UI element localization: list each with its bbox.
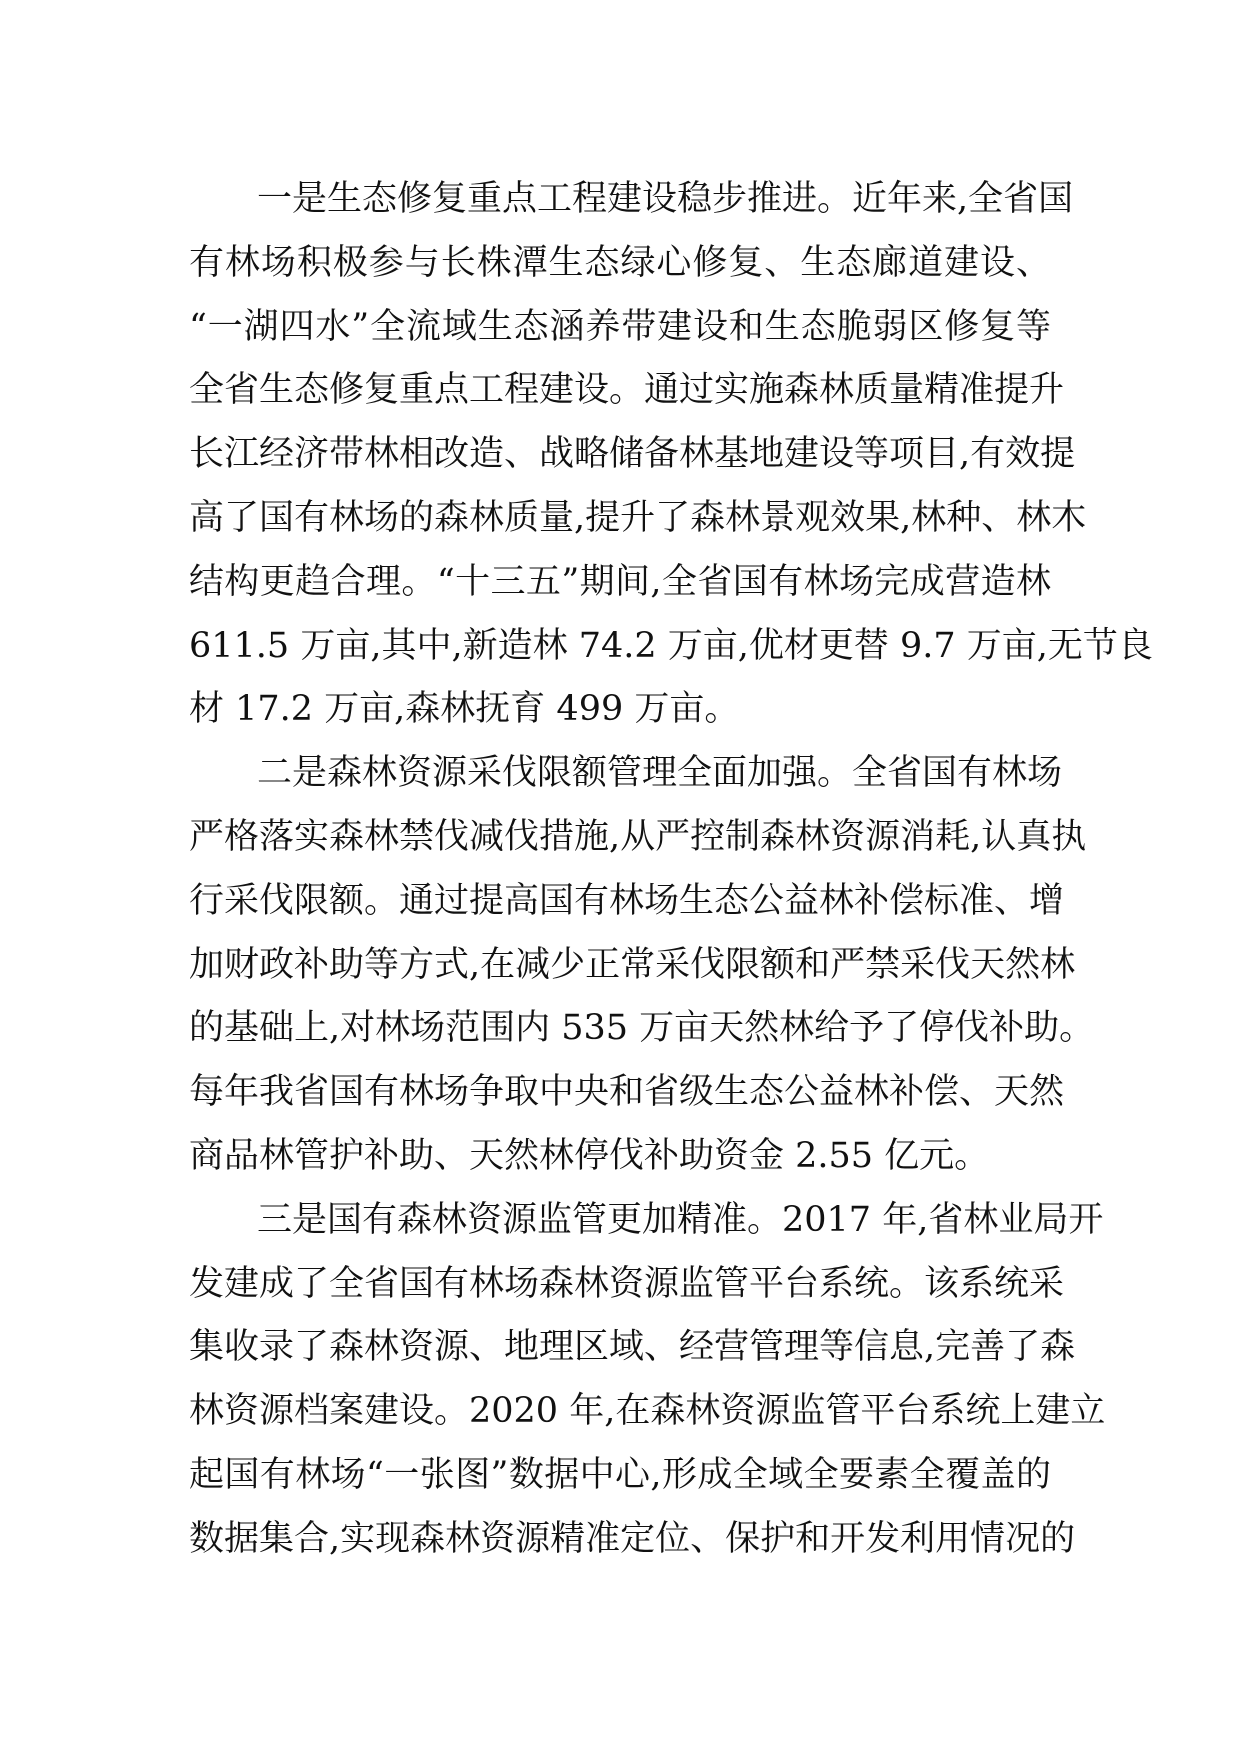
text-line: 三是国有森林资源监管更加精准。2017 年,省林业局开	[257, 1199, 1104, 1240]
text-line: “一湖四水”全流域生态涵养带建设和生态脆弱区修复等	[189, 306, 1051, 347]
text-line: 材 17.2 万亩,森林抚育 499 万亩。	[189, 689, 740, 730]
text-line: 加财政补助等方式,在减少正常采伐限额和严禁采伐天然林	[189, 944, 1076, 985]
text-line: 高了国有林场的森林质量,提升了森林景观效果,林种、林木	[189, 497, 1087, 538]
text-line: 严格落实森林禁伐减伐措施,从严控制森林资源消耗,认真执	[189, 816, 1087, 857]
text-line: 611.5 万亩,其中,新造林 74.2 万亩,优材更替 9.7 万亩,无节良	[189, 625, 1153, 666]
text-line: 长江经济带林相改造、战略储备林基地建设等项目,有效提	[189, 434, 1076, 475]
text-line: 有林场积极参与长株潭生态绿心修复、生态廊道建设、	[189, 242, 1051, 283]
text-line: 商品林管护补助、天然林停伐补助资金 2.55 亿元。	[189, 1135, 990, 1176]
text-line: 结构更趋合理。“十三五”期间,全省国有林场完成营造林	[189, 561, 1051, 602]
text-line: 的基础上,对林场范围内 535 万亩天然林给予了停伐补助。	[189, 1008, 1095, 1049]
text-line: 林资源档案建设。2020 年,在森林资源监管平台系统上建立	[189, 1391, 1106, 1432]
text-line: 二是森林资源采伐限额管理全面加强。全省国有林场	[257, 753, 1063, 794]
text-line: 行采伐限额。通过提高国有林场生态公益林补偿标准、增	[189, 880, 1065, 921]
text-line: 每年我省国有林场争取中央和省级生态公益林补偿、天然	[189, 1072, 1065, 1113]
text-line: 发建成了全省国有林场森林资源监管平台系统。该系统采	[189, 1263, 1065, 1304]
text-line: 集收录了森林资源、地理区域、经营管理等信息,完善了森	[189, 1327, 1076, 1368]
text-line: 全省生态修复重点工程建设。通过实施森林质量精准提升	[189, 370, 1065, 411]
text-line: 一是生态修复重点工程建设稳步推进。近年来,全省国	[257, 179, 1074, 219]
text-line: 数据集合,实现森林资源精准定位、保护和开发利用情况的	[189, 1518, 1076, 1559]
document-page	[189, 168, 1153, 1572]
text-line: 起国有林场“一张图”数据中心,形成全域全要素全覆盖的	[189, 1454, 1051, 1495]
